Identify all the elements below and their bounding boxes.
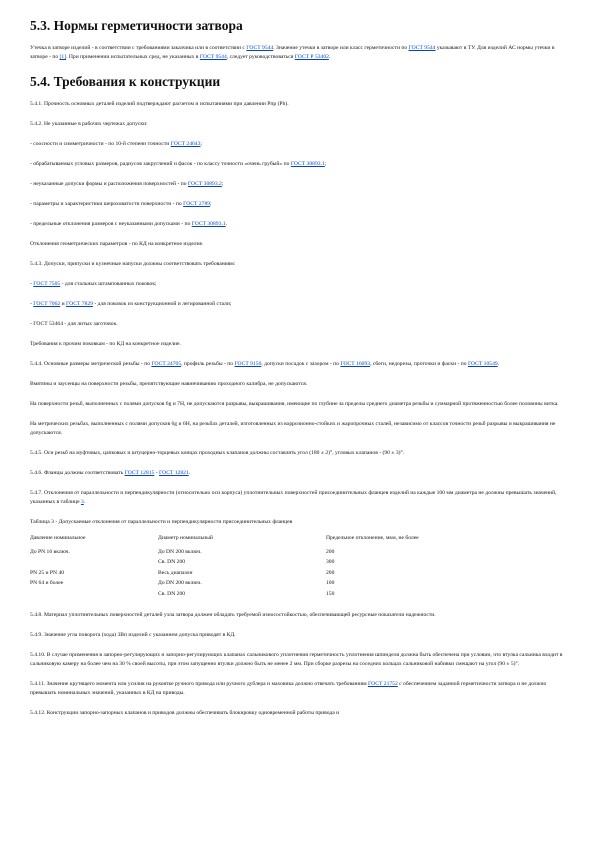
paragraph-5-4-9: 5.4.9. Значение угла поворота (хода) 3Вп изделий с указанием допуска приводят в КД. (30, 632, 236, 638)
table-row (30, 578, 567, 589)
link-gost-16093[interactable]: ГОСТ 16093 (340, 361, 371, 367)
table-cell: 200 (326, 569, 335, 576)
table-caption: Таблица 3 - Допускаемые отклонения от параллельности и перпендикулярности присоединительных фланцев (30, 519, 293, 525)
text: - неуказанные допуски формы и расположения поверхностей - по (30, 181, 188, 187)
table-cell: Весь диапазон (158, 569, 193, 576)
table-3 (30, 533, 567, 599)
bullet-item (30, 200, 567, 209)
link-gost-30893-1[interactable]: ГОСТ 30893.1 (290, 161, 325, 167)
link-gost-7505[interactable]: ГОСТ 7505 (33, 281, 61, 287)
text: ; (324, 161, 327, 167)
text: - параметры и характеристики шероховатости поверхности - по (30, 201, 184, 207)
table-header-cell: Давление номинальное (30, 535, 86, 541)
paragraph-5-4-11 (30, 680, 567, 698)
link-gost-r-53402[interactable]: ГОСТ Р 53402 (294, 54, 329, 60)
paragraph-threads-3: На метрических резьбах, выполненных с полями допусков 6g и 6H, на резьбах деталей, изготовленных из коррозионно-стойких и жаропрочных сталей, независимо от классов точности резьб разрывы и выкрашивания не допускаются. (30, 421, 556, 436)
text: , следует руководствоваться (226, 54, 295, 60)
paragraph-5-4-12: 5.4.12. Конструкции запорно-запорных клапанов и приводов должны обеспечивать блокировку одновременной работы привода и (30, 710, 340, 716)
table-cell: Св. DN 200 (158, 590, 186, 597)
table-cell (30, 557, 158, 568)
table-cell: До DN 200 включ. (158, 580, 202, 586)
text: . (328, 54, 331, 60)
paragraph-5-4-10: 5.4.10. В случае применения в запорно-регулирующих и запорно-регулирующих клапанах сальникового уплотнения герметичность уплотнения шпинделя должна быть обеспечена при условии, что втулка сальника входит в сальниковую камеру на более чем на 30 % своей высоты, при этом запущенно втулки должно быть не менее 2 мм. При сборке разрезы на соседних кольцах сальниковой набивки смещают на угол (90 ± 5)°. (30, 652, 563, 667)
text: ; (210, 201, 212, 207)
link-gost-30893-2[interactable]: ГОСТ 30893.2 (187, 181, 222, 187)
text: и (60, 301, 66, 307)
paragraph-5-4-4 (30, 360, 567, 369)
paragraph-5-4-6 (30, 469, 567, 478)
paragraph-threads-2: На поверхности резьб, выполненных с полями допусков 6g и 7H, не допускаются разрывы, выкрашивания, имеющие по глубине за пределы среднего диаметра резьбы и суммарной протяженностью более половины витка. (30, 401, 559, 407)
paragraph-5-4-1: 5.4.1. Прочность основных деталей изделий подтверждают расчетом и испытаниями при давлении Pпр (Ph). (30, 101, 289, 107)
table-header-cell: Предельное отклонение, мкм, не более (326, 535, 419, 541)
text: - предельные отклонения размеров с неуказанными допусками - по (30, 221, 192, 227)
link-gost-9150[interactable]: ГОСТ 9150 (234, 361, 262, 367)
bullet-item: - ГОСТ 7062 и ГОСТ 7829 - для поковок из конструкционной и легированной стали; (30, 301, 232, 307)
link-gost-12821[interactable]: ГОСТ 12821 (159, 470, 189, 476)
text: - обрабатываемых угловых размеров, радиусов закруглений и фасок - по классу точности «очень грубый» по (30, 161, 291, 167)
paragraph-geometry: Отклонения геометрических параметров - по КД на конкретное изделие. (30, 241, 204, 247)
bullet-item: - ГОСТ 7505 - для стальных штампованных поковок; (30, 281, 157, 287)
text: - соосности и симметричности - по 10-й степени точности (30, 141, 171, 147)
text: 5.4.11. Значение крутящего момента или усилия на рукоятке ручного привода или ручного дублера и маховика должно отвечать требованиям (30, 681, 369, 687)
text: . (225, 221, 227, 227)
paragraph-5-4-7 (30, 489, 567, 507)
text: 5.4.6. Фланцы должны соответствовать (30, 470, 125, 476)
table-cell: До DN 200 включ. (158, 548, 202, 555)
table-cell: Св. DN 200 (158, 559, 186, 565)
text: . (83, 499, 86, 505)
link-gost-21752[interactable]: ГОСТ 21752 (368, 681, 398, 687)
link-gost-30893-1[interactable]: ГОСТ 30893.1 (191, 221, 226, 227)
table-header-row (30, 533, 567, 544)
text: Утечка в затворе изделий - в соответствии с требованиями заказчика или в соответствии с (30, 45, 247, 51)
paragraph-5-4-2: 5.4.2. Не указанные в рабочих чертежах допуски: (30, 121, 148, 127)
link-gost-24705[interactable]: ГОСТ 24705 (151, 361, 182, 367)
paragraph-threads-1: Вмятины и заусенцы на поверхности резьбы, препятствующие навинчиванию проходного калибра, не допускаются. (30, 381, 308, 387)
table-cell: 200 (326, 548, 335, 555)
text: 5.4.7. Отклонения от параллельности и перпендикулярности (относительно оси корпуса) уплотнительных поверхностей присоединительных фланцев изделий на каждые 100 мм диаметра не должны превышать значений, указанных в таблице (30, 490, 557, 505)
table-row (30, 557, 567, 568)
table-cell: 150 (326, 590, 335, 597)
text: . (497, 361, 500, 367)
bullet-item (30, 160, 567, 169)
bullet-item: - ГОСТ 53464 - для литых заготовок. (30, 321, 118, 327)
bullet-item (30, 220, 567, 229)
bullet-item (30, 140, 567, 149)
paragraph-5-4-5: 5.4.5. Оси резьб на муфтовых, цапковых и штуцерно-торцевых концах проходных клапанов должны составлять угол (180 ± 2)°, угловых клапанов - (90 ± 3)°. (30, 450, 405, 456)
text: - (154, 470, 160, 476)
paragraph-5-4-8: 5.4.8. Материал уплотнительных поверхностей деталей узла затвора должен обладать требуемой износостойкостью, обеспечивающей ресурсные показатели надежности. (30, 612, 436, 618)
text: , сбеги, недорезы, проточки и фаски - по (370, 361, 468, 367)
table-cell: PN 64 и более (30, 580, 64, 586)
link-gost-24643[interactable]: ГОСТ 24643 (170, 141, 201, 147)
table-header-cell: Диаметр номинальный (158, 535, 213, 541)
bullet-item (30, 180, 567, 189)
paragraph-5-4-3: 5.4.3. Допуски, припуски и кузнечные напуски должны соответствовать требованиям: (30, 261, 236, 267)
table-cell: До PN 16 включ. (30, 548, 70, 555)
link-gost-9544[interactable]: ГОСТ 9544 (199, 54, 227, 60)
table-cell (30, 589, 158, 600)
paragraph-other-forgings: Требования к прочим поковкам - по КД на конкретное изделие. (30, 341, 181, 347)
table-cell: 100 (326, 580, 335, 586)
link-gost-7829[interactable]: ГОСТ 7829 (66, 301, 93, 307)
text: указывают в ТУ. Для изделий АС нормы утечки в затворе - по (30, 45, 555, 60)
text: 5.4.4. Основные размеры метрической резьбы - по (30, 361, 152, 367)
link-gost-12815[interactable]: ГОСТ 12815 (124, 470, 155, 476)
text: . При применении испытательных сред, не указанных в (66, 54, 200, 60)
text: - для стальных штампованных поковок; (60, 281, 157, 287)
text: ; (221, 181, 224, 187)
link-gost-7062[interactable]: ГОСТ 7062 (33, 301, 61, 307)
text: , допуски посадок с зазором - по (261, 361, 341, 367)
link-gost-10549[interactable]: ГОСТ 10549 (467, 361, 498, 367)
paragraph-5-3 (30, 44, 567, 62)
section-heading-5-4: 5.4. Требования к конструкции (30, 74, 221, 89)
table-row (30, 547, 567, 558)
section-heading-5-3: 5.3. Нормы герметичности затвора (30, 18, 243, 33)
text: ; (200, 141, 202, 147)
text: . (188, 470, 191, 476)
link-gost-2789[interactable]: ГОСТ 2789 (183, 201, 211, 207)
table-cell: 300 (326, 559, 335, 565)
text: . Значение утечки в затворе или класс герметичности по (273, 45, 409, 51)
text: - для поковок из конструкционной и легированной стали; (92, 301, 232, 307)
text: , профиль резьбы - по (181, 361, 235, 367)
link-gost-9544[interactable]: ГОСТ 9544 (408, 45, 436, 51)
link-ref-1[interactable]: [1] (59, 54, 67, 60)
table-cell: PN 25 и PN 40 (30, 569, 65, 576)
link-table-3[interactable]: 3 (80, 499, 84, 505)
text: с обеспечением заданной герметичности затвора и не должно превышать номинальных значений, указанных в КД на приводы. (30, 681, 547, 696)
table-row (30, 589, 567, 600)
table-row (30, 568, 567, 579)
link-gost-9544[interactable]: ГОСТ 9544 (246, 45, 274, 51)
